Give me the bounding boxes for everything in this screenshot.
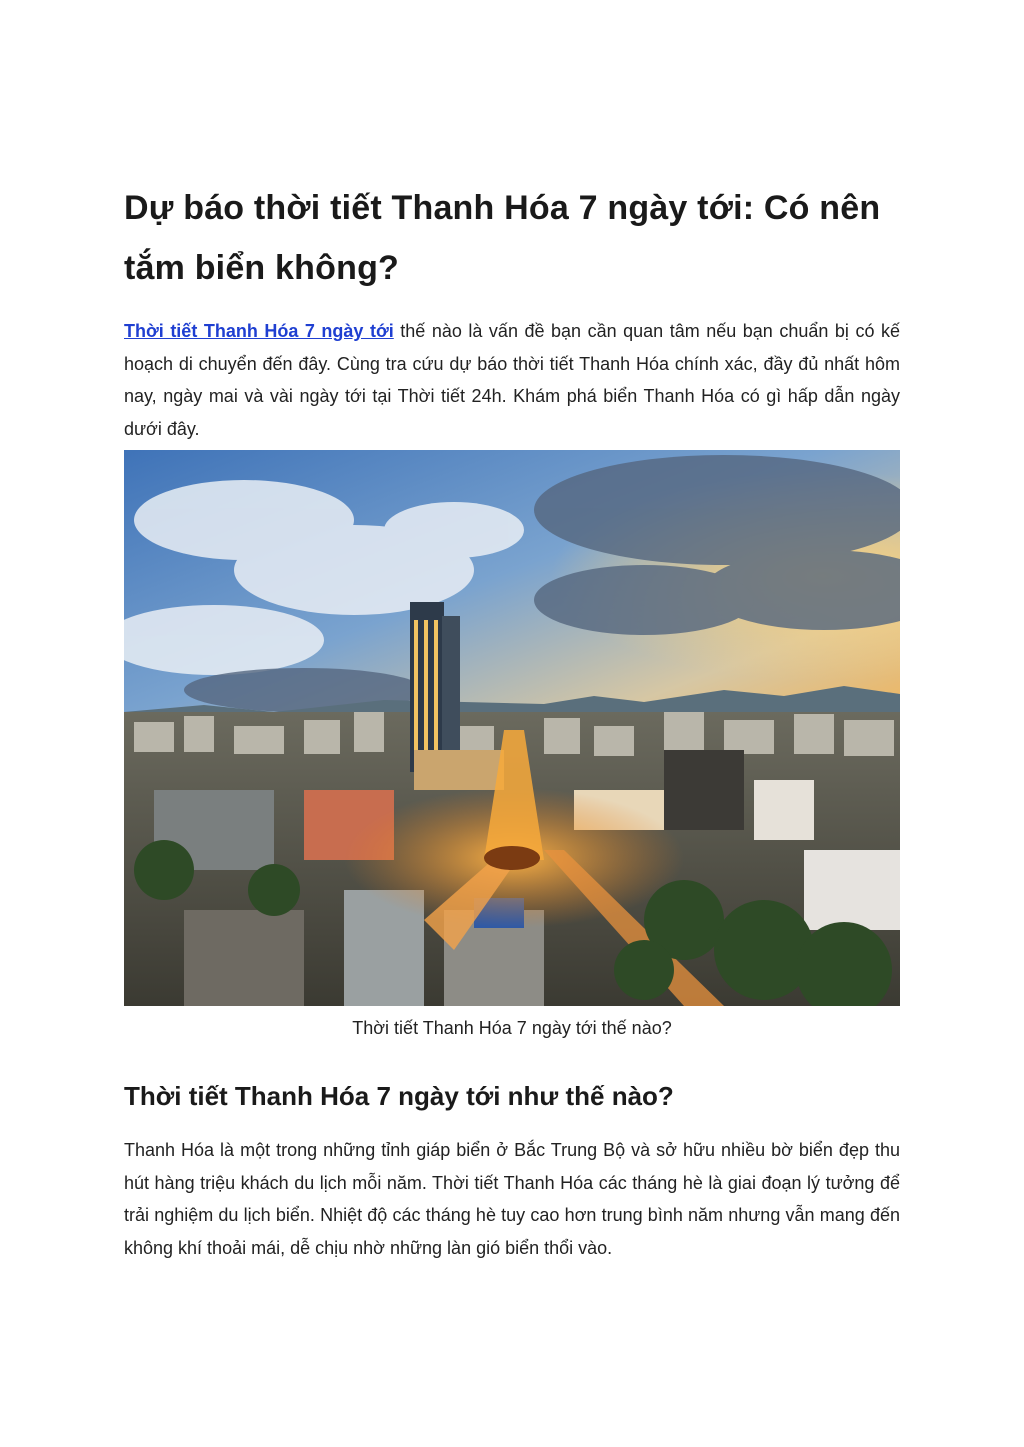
intro-text: thế nào là vấn đề bạn cần quan tâm nếu bạn chuẩn bị có kế hoạch di chuyển đến đây. Cùng tra cứu dự báo thời tiết Thanh Hóa chính xác, đầy đủ nhất hôm nay, ngày mai và vài ngày tới tại Thời tiết 24h. Khám phá biển Thanh Hóa có gì hấp dẫn ngày dưới đây. — [124, 321, 900, 439]
article-title: Dự báo thời tiết Thanh Hóa 7 ngày tới: Có nên tắm biển không? — [124, 189, 881, 287]
section-heading: Thời tiết Thanh Hóa 7 ngày tới như thế nào? — [124, 1081, 674, 1111]
section-paragraph: Thanh Hóa là một trong những tỉnh giáp biển ở Bắc Trung Bộ và sở hữu nhiều bờ biển đẹp thu hút hàng triệu khách du lịch mỗi năm. Thời tiết Thanh Hóa các tháng hè là giai đoạn lý tưởng để trải nghiệm du lịch biển. Nhiệt độ các tháng hè tuy cao hơn trung bình năm nhưng vẫn mang đến không khí thoải mái, dễ chịu nhờ những làn gió biển thổi vào. — [124, 1140, 900, 1258]
image-caption: Thời tiết Thanh Hóa 7 ngày tới thế nào? — [352, 1018, 672, 1038]
intro-paragraph — [124, 315, 900, 445]
intro-link[interactable]: Thời tiết Thanh Hóa 7 ngày tới — [124, 321, 394, 341]
city-photo — [124, 450, 900, 1006]
